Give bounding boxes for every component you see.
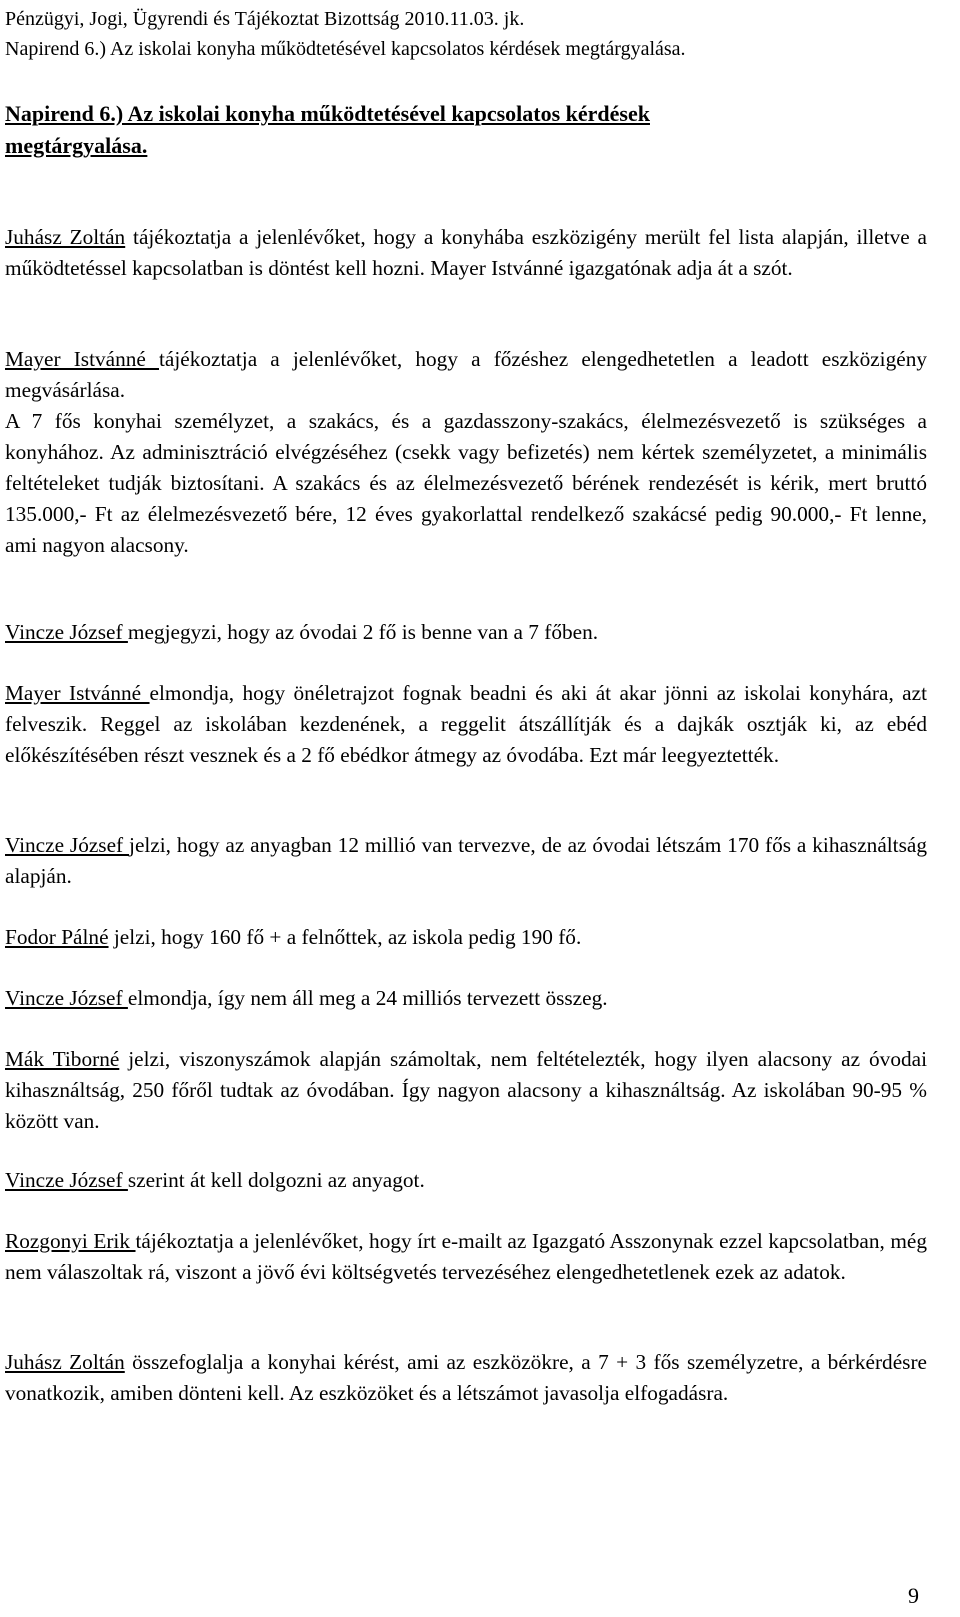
paragraph-3 — [5, 406, 927, 561]
paragraph-text: tájékoztatja a jelenlévőket, hogy írt e-mailt az Igazgató Asszonynak ezzel kapcsolatban, még nem válaszoltak rá, viszont a jövő évi költségvetés tervezéséhez elengedhetetlenek ezek az adatok. — [5, 1229, 927, 1284]
paragraph-text: elmondja, így nem áll meg a 24 milliós tervezett összeg. — [127, 986, 608, 1010]
running-header-line-1: Pénzügyi, Jogi, Ügyrendi és Tájékoztat Bizottság 2010.11.03. jk. — [5, 8, 525, 30]
paragraph-5 — [5, 678, 927, 771]
paragraph-text: tájékoztatja a jelenlévőket, hogy a főzéshez elengedhetetlen a leadott eszközigény megvásárlása. — [5, 347, 927, 402]
page-number: 9 — [908, 1583, 919, 1608]
paragraph-text: jelzi, hogy az anyagban 12 millió van tervezve, de az óvodai létszám 170 fős a kihasználtság alapján. — [5, 833, 927, 888]
speaker-name: Vincze József — [5, 986, 128, 1010]
paragraph-text: megjegyzi, hogy az óvodai 2 fő is benne van a 7 főben. — [127, 620, 599, 644]
speaker-name: Vincze József — [5, 1168, 128, 1192]
speaker-name: Juhász Zoltán — [5, 1350, 125, 1374]
paragraph-text: szerint át kell dolgozni az anyagot. — [127, 1168, 425, 1192]
speaker-name: Fodor Pálné — [5, 925, 109, 949]
paragraph-10 — [5, 1165, 927, 1196]
speaker-name: Mák Tiborné — [5, 1047, 120, 1071]
speaker-name: Mayer Istvánné — [5, 347, 159, 371]
paragraph-text: tájékoztatja a jelenlévőket, hogy a konyhába eszközigény merült fel lista alapján, illetve a működtetéssel kapcsolatban is döntést kell hozni. Mayer Istvánné igazgatónak adja át a szót. — [5, 225, 927, 280]
speaker-name: Vincze József — [5, 620, 128, 644]
paragraph-text: elmondja, hogy önéletrajzot fognak beadni és aki át akar jönni az iskolai konyhára, azt felveszik. Reggel az iskolában kezdenének, a reggelit átszállítják és a dajkák osztják ki, az ebéd előkészítésében részt vesznek és a 2 fő ebédkor átmegy az óvodába. Ezt már leegyeztették. — [5, 681, 927, 767]
paragraph-2 — [5, 344, 927, 406]
paragraph-text: jelzi, viszonyszámok alapján számoltak, nem feltételezték, hogy ilyen alacsony az óvodai kihasználtság, 250 főről tudtak az óvodában. Így nagyon alacsony a kihasználtság. Az iskolában 90-95 % között van. — [5, 1047, 927, 1133]
paragraph-8 — [5, 983, 927, 1014]
paragraph-1 — [5, 222, 927, 284]
paragraph-text: összefoglalja a konyhai kérést, ami az eszközökre, a 7 + 3 fős személyzetre, a bérkérdésre vonatkozik, amiben dönteni kell. Az eszközöket és a létszámot javasolja elfogadásra. — [5, 1350, 927, 1405]
speaker-name: Rozgonyi Erik — [5, 1229, 136, 1253]
running-header-line-2: Napirend 6.) Az iskolai konyha működtetésével kapcsolatos kérdések megtárgyalása. — [5, 38, 686, 60]
paragraph-9 — [5, 1044, 927, 1137]
speaker-name: Mayer Istvánné — [5, 681, 150, 705]
agenda-heading: Napirend 6.) Az iskolai konyha működtetésével kapcsolatos kérdések megtárgyalása. — [5, 101, 650, 158]
paragraph-6 — [5, 830, 927, 892]
paragraph-4 — [5, 617, 927, 648]
paragraph-text: A 7 fős konyhai személyzet, a szakács, és a gazdasszony-szakács, élelmezésvezető is szükséges a konyhához. Az adminisztráció elvégzéséhez (csekk vagy befizetés) nem kértek személyzetet, a minimális feltételeket tudják biztosítani. A szakács és az élelmezésvezető bérének rendezését is kérik, mert bruttó 135.000,- Ft az élelmezésvezető bére, 12 éves gyakorlattal rendelkező szakácsé pedig 90.000,- Ft lenne, ami nagyon alacsony. — [5, 409, 927, 557]
speaker-name: Vincze József — [5, 833, 130, 857]
speaker-name: Juhász Zoltán — [5, 225, 126, 249]
paragraph-11 — [5, 1226, 927, 1288]
paragraph-12 — [5, 1347, 927, 1409]
paragraph-7 — [5, 922, 927, 953]
paragraph-text: jelzi, hogy 160 fő + a felnőttek, az iskola pedig 190 fő. — [108, 925, 582, 949]
